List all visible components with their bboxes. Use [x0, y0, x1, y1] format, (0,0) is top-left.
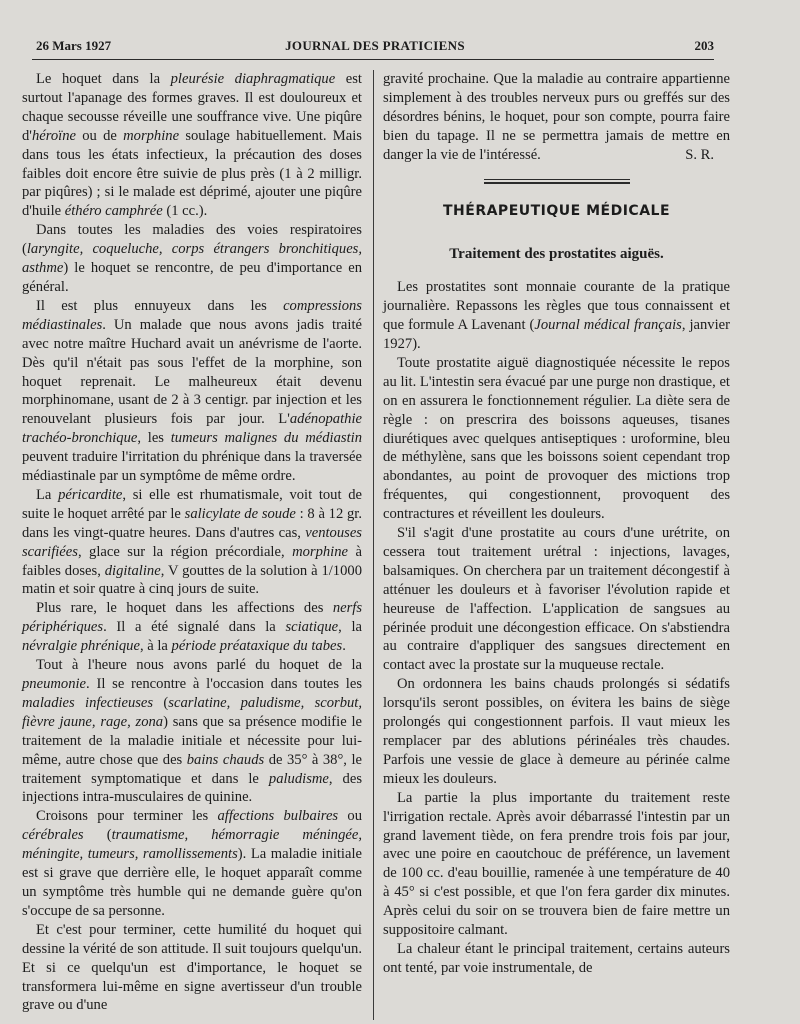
- italic-term: maladies infectieuses: [22, 694, 154, 711]
- italic-term: ventouses scarifiées: [22, 524, 362, 560]
- right-column: [383, 70, 730, 978]
- paragraph-text: , à la: [139, 638, 172, 655]
- author-signoff: S. R.: [685, 146, 714, 163]
- article-title: Traitement des prostatites aiguës.: [449, 246, 664, 263]
- italic-term: héroïne: [31, 127, 76, 144]
- paragraph-text: Le hoquet dans la: [36, 71, 171, 87]
- paragraph-text: (: [83, 827, 112, 844]
- paragraph-text: . Il se rencontre à l'occasion dans toutes les: [86, 676, 362, 692]
- paragraph-text: , des injections intra-musculaires de quinine.: [22, 770, 362, 806]
- paragraph: [383, 789, 730, 940]
- running-header: [36, 38, 714, 56]
- paragraph: [22, 599, 362, 656]
- paragraph-text: , si elle est rhumatismale, voit tout de suite le hoquet arrêté par le: [22, 486, 362, 522]
- paragraph-text: Plus rare, le hoquet dans les affections des: [36, 600, 333, 617]
- italic-term: traumatisme, hémorragie méningée, méningite, tumeurs, ramollissements: [22, 827, 363, 863]
- section-separator: [484, 178, 630, 186]
- issue-date: 26 Mars 1927: [36, 38, 112, 53]
- paragraph-text: La: [36, 486, 59, 503]
- italic-term: adénopathie trachéo-bronchique: [22, 411, 362, 447]
- paragraph-text: Croisons pour terminer les: [36, 808, 218, 825]
- italic-term: compressions médiastinales: [22, 297, 362, 333]
- italic-term: nerfs périphériques: [22, 600, 362, 636]
- paragraph: [22, 221, 362, 297]
- italic-term: pneumonie: [22, 676, 87, 692]
- paragraph-text: , glace sur la région précordiale,: [77, 543, 293, 560]
- italic-term: sciatique: [285, 619, 339, 636]
- paragraph: [22, 70, 362, 221]
- paragraph-text: ). La maladie initiale est si grave que derrière elle, le hoquet apparaît comme un symptôme très humble qui ne demande guère qu'on s'occupe de sa personne.: [22, 846, 363, 919]
- paragraph-text: à faibles doses,: [22, 543, 362, 579]
- italic-term: affections bulbaires: [217, 808, 339, 825]
- paragraph-text: .: [342, 638, 346, 655]
- paragraph-text: de 35° à 38°, le traitement symptomatique et dans le: [22, 751, 362, 787]
- article-body: [383, 278, 730, 978]
- paragraph-text: (1 cc.).: [162, 203, 208, 220]
- paragraph-text: S'il s'agit d'une prostatite au cours d'une urétrite, on cessera tout traitement urétral : injections, lavages, balsamiques. On cherchera par un traitement décongestif à atténuer les douleurs et à favoriser l'évolution rapide et heureuse de l'affection. L'application de sangsues au périnée produit une décongestion efficace. On s'abstiendra au contraire d'appliquer des sangsues directement en contact avec la prostate sur la muqueuse rectale.: [383, 525, 730, 674]
- page-number: 203: [694, 38, 714, 53]
- paragraph-text: est surtout l'apanage des formes graves. Il est douloureux et chaque secousse réveille une souffrance vive. Une piqûre d': [22, 71, 362, 144]
- italic-term: pleurésie diaphragmatique: [170, 71, 336, 87]
- paragraph-text: (: [153, 694, 169, 711]
- paragraph-text: peuvent traduire l'irritation du phrénique dans la traversée médiastinale par un symptôme de même ordre.: [22, 449, 362, 485]
- paragraph-text: , V gouttes de la solution à 1/1000 matin et soir quatre à cinq jours de suite.: [22, 562, 362, 598]
- paragraph-text: . Un malade que nous avons jadis traité avec notre maître Huchard avait un anévrisme de l'aorte. Dès qu'il n'était pas sous l'effet de la morphine, son hoquet reprenait. Le malheureux était devenu morphinomane, usant de 2 à 3 centigr. par injection et les renouvelant plusieurs fois par jour. L': [22, 316, 362, 428]
- italic-term: période préataxique du tabes: [171, 638, 343, 655]
- italic-term: laryngite, coqueluche, corps étrangers bronchitiques, asthme: [22, 241, 362, 277]
- continuation-text: gravité prochaine. Que la maladie au contraire appartienne simplement à des troubles nerveux purs ou greffés sur des désordres bénins, le hoquet, pour son compte, pourra faire bien du tapage. Il ne se permettra jamais de mettre en danger la vie de l'intéressé.: [383, 71, 730, 163]
- section-heading: THÉRAPEUTIQUE MÉDICALE: [442, 203, 671, 220]
- paragraph-text: , la: [338, 619, 362, 636]
- italic-term: cérébrales: [22, 827, 84, 844]
- italic-term: salicylate de soude: [184, 505, 296, 522]
- journal-title: JOURNAL DES PRATICIENS: [285, 38, 465, 53]
- paragraph-text: ou de: [75, 127, 124, 144]
- paragraph-text: Il est plus ennuyeux dans les: [36, 297, 284, 314]
- italic-term: péricardite: [58, 486, 123, 503]
- paragraph-text: soulage habituellement. Mais dans tous les états infectieux, la précaution des doses faibles doit encore être suivie de plus près (1 à 2 milligr. par piqûres) ; si le malade est déprimé, ajouter une piqûre d'huile: [22, 127, 362, 220]
- italic-term: digitaline: [104, 562, 161, 579]
- italic-term: éthéro camphrée: [64, 203, 163, 220]
- header-rule: [32, 59, 714, 60]
- paragraph: [22, 486, 362, 599]
- paragraph: [22, 921, 362, 1016]
- paragraph: [383, 524, 730, 675]
- paragraph-text: La chaleur étant le principal traitement, certains auteurs ont tenté, par voie instrumentale, de: [383, 940, 730, 976]
- italic-term: morphine: [292, 543, 349, 560]
- paragraph-text: La partie la plus importante du traitement reste l'irrigation rectale. Après avoir débarrassé l'intestin par un grand lavement tiède, on fera prendre trois fois par jour, avec une poire en caoutchouc de préférence, un lavement de 100 cc. d'eau bouillie, ramenée à une température de 40 à 45° si c'est possible, et que l'on fera garder dix minutes. Après celui du soir on se trouvera bien de faire mettre un suppositoire calmant.: [383, 789, 730, 939]
- italic-term: scarlatine, paludisme, scorbut, fièvre jaune, rage, zona: [22, 694, 362, 730]
- paragraph: [383, 675, 730, 788]
- paragraph: [383, 940, 730, 978]
- paragraph-text: On ordonnera les bains chauds prolongés si sédatifs lorsqu'ils seront possibles, on évitera les bains de siège prolongés qui congestionnent parfois. Il vaut mieux les remplacer par des ablutions périnéales très chaudes. Parfois une vessie de glace à demeure au périnée calme mieux les douleurs.: [383, 676, 730, 787]
- italic-term: tumeurs malignes du médiastin: [170, 430, 362, 447]
- paragraph-text: Dans toutes les maladies des voies respiratoires (: [22, 222, 362, 258]
- paragraph: [22, 297, 362, 486]
- paragraph: [22, 807, 362, 920]
- paragraph-text: , janvier 1927).: [383, 317, 730, 352]
- paragraph-text: ) sans que sa présence modifie le traitement de la maladie initiale et nécessite pour lui-même, autre chose que des: [22, 713, 363, 768]
- paragraph-text: , les: [137, 430, 171, 447]
- paragraph-text: Les prostatites sont monnaie courante de la pratique journalière. Repassons les règles que tous connaissent et que formule A Lavenant (: [383, 279, 730, 334]
- paragraph-text: Tout à l'heure nous avons parlé du hoquet de la: [36, 657, 362, 674]
- left-column: [22, 70, 362, 1015]
- italic-term: morphine: [123, 127, 180, 144]
- italic-term: paludisme: [268, 770, 329, 787]
- paragraph: [383, 278, 730, 354]
- paragraph: [22, 656, 362, 807]
- paragraph-text: : 8 à 12 gr. dans les vingt-quatre heures. Dans d'autres cas,: [22, 505, 363, 541]
- paragraph: [383, 354, 730, 524]
- paragraph-text: Toute prostatite aiguë diagnostiquée nécessite le repos au lit. L'intestin sera évacué par une purge non drastique, et on en assurera le fonctionnement régulier. La diète sera de règle : on prescrira des boissons aqueuses, tisanes diurétiques avec quelques antiseptiques : uroformine, bleu de méthylène, sans que les boissons soient cependant trop abondantes, au point de provoquer des mictions trop fréquentes, qui congestionnent, provoquent des contractures et réveillent les douleurs.: [383, 354, 730, 523]
- paragraph-text: ou: [338, 808, 362, 825]
- italic-term: névralgie phrénique: [22, 638, 140, 655]
- paragraph-text: ) le hoquet se rencontre, de peu d'importance en général.: [22, 260, 362, 295]
- paragraph-text: Et c'est pour terminer, cette humilité du hoquet qui dessine la vérité de son attitude. Il suit toujours quelqu'un. Et si ce quelqu'un est d'importance, le hoquet se transformera lui-même en signe avertisseur d'un trouble grave ou d'une: [22, 921, 362, 1014]
- column-divider: [373, 70, 374, 1020]
- italic-term: bains chauds: [186, 751, 265, 768]
- italic-term: Journal médical français: [534, 317, 682, 334]
- paragraph-text: . Il a été signalé dans la: [103, 619, 286, 636]
